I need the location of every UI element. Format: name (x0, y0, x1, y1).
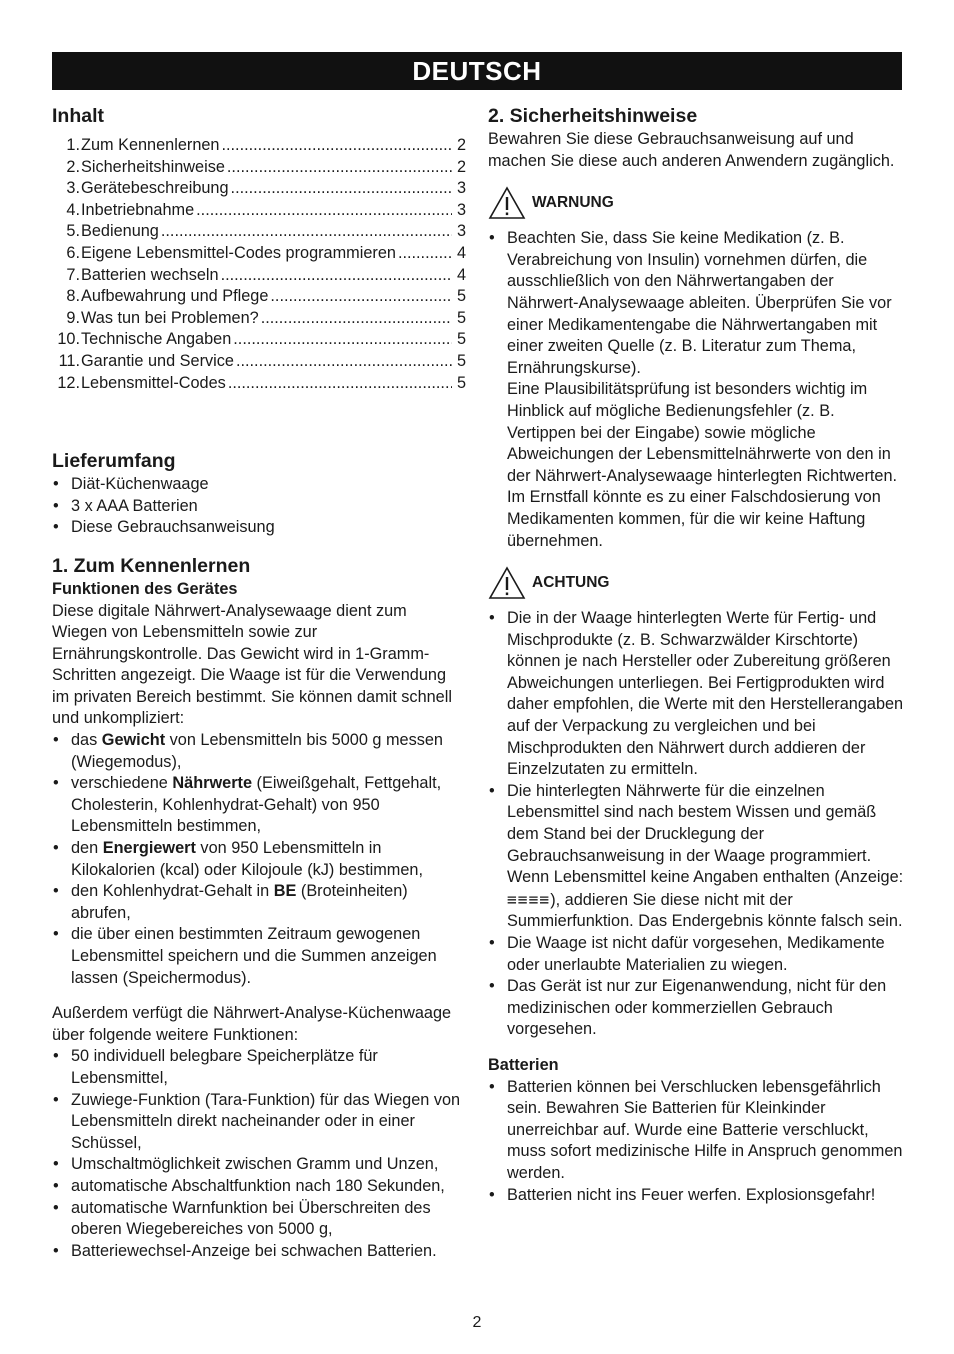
batterien-list (488, 1077, 904, 1207)
toc-heading: Inhalt (52, 105, 104, 127)
list-item: • Batterien können bei Verschlucken lebensgefährlich sein. Bewahren Sie Batterien für Kleinkinder unerreichbar auf. Wurde eine Batterie verschluckt, muss sofort medizinische Hilfe in Anspruch genommen werden. (488, 1077, 904, 1185)
list-item: • 50 individuell belegbare Speicherplätze für Lebensmittel, (52, 1046, 466, 1089)
toc-num: 1. (66, 136, 80, 154)
list-item: • Batterien nicht ins Feuer werfen. Explosionsgefahr! (488, 1185, 904, 1207)
list-item: • Beachten Sie, dass Sie keine Medikation (z. B. Verabreichung von Insulin) vornehmen dürfen, die ausschließlich von den Nährwertangaben der Nährwert-Analysewaage ableiten. Überprüfen Sie vor einer Medikamentengabe die Nährwertangaben mit einer zweiten Quelle (z. B. Literatur zum Thema, Ernährungskurse). Eine Plausibilitätsprüfung ist besonders wichtig im Hinblick auf mögliche Bedienungsfehler (z. B. Vertippen bei der Eingabe) sowie mögliche Abweichungen der Lebensmittelnährwerte von den in der Nährwert-Analysewaage hinterlegten Richtwerten. Im Ernstfall könnte es zu einer Falschdosierung von Medikamenten kommen, für die wir keine Haftung übernehmen. (488, 228, 904, 552)
toc-page: 2 (456, 157, 466, 176)
lieferumfang-list (52, 474, 466, 539)
toc-num: 3. (66, 179, 80, 198)
section1-heading: 1. Zum Kennenlernen (52, 554, 251, 577)
batterien-heading: Batterien (488, 1055, 559, 1074)
list-item: • automatische Warnfunktion bei Überschreiten des oberen Wiegebereiches von 5000 g, (52, 1198, 466, 1241)
feature-list (52, 730, 466, 989)
section1-intro: Diese digitale Nährwert-Analysewaage dient zum Wiegen von Lebensmitteln sowie zur Ernährungskontrolle. Das Gewicht wird in 1-Gramm-Schritten angezeigt. Die Waage ist für die Verwendung im privaten Bereich bestimmt. Sie können damit schnell und unkompliziert: (52, 601, 452, 728)
list-item: • Das Gerät ist nur zur Eigenanwendung, nicht für den medizinischen oder kommerziellen Gebrauch vorgesehen. (488, 976, 904, 1041)
toc-page: 2 (456, 136, 466, 154)
toc-page: 3 (456, 222, 466, 241)
toc-page: 4 (456, 243, 466, 262)
toc-num: 10. (57, 330, 80, 349)
section2-intro: Bewahren Sie diese Gebrauchsanweisung auf und machen Sie diese auch anderen Anwendern zugänglich. (488, 130, 895, 170)
list-item: • Diät-Küchenwaage (52, 474, 466, 496)
section2-heading: 2. Sicherheitshinweise (488, 105, 698, 127)
toc-page: 3 (456, 200, 466, 219)
list-item: • Die Waage ist nicht dafür vorgesehen, Medikamente oder unerlaubte Materialien zu wiegen. (488, 933, 904, 976)
toc-title: Inbetriebnahme (81, 200, 195, 219)
toc-title: Sicherheitshinweise (81, 157, 225, 176)
list-item: • 3 x AAA Batterien (52, 496, 466, 518)
toc-page: 5 (456, 373, 466, 392)
toc-page: 3 (456, 179, 466, 198)
toc-item[interactable] (52, 308, 466, 330)
list-item: • die über einen bestimmten Zeitraum gewogenen Lebensmittel speichern und die Summen anzeigen lassen (Speichermodus). (52, 924, 466, 989)
right-column (488, 103, 904, 1206)
toc-item[interactable] (52, 221, 466, 243)
toc-item[interactable] (52, 329, 466, 351)
page-number: 2 (472, 1314, 482, 1331)
toc-num: 5. (66, 222, 80, 241)
warnung-label: WARNUNG (532, 194, 614, 212)
toc-item[interactable] (52, 200, 466, 222)
achtung-label: ACHTUNG (532, 574, 610, 592)
toc-num: 11. (58, 351, 80, 370)
list-item: • Die in der Waage hinterlegten Werte für Fertig- und Mischprodukte (z. B. Schwarzwälder Kirschtorte) können je nach Hersteller oder Zubereitung größeren Abweichungen unterliegen. Bei Fertigprodukten wird daher empfohlen, die Werte mit den Herstellerangaben auf der Verpackung zu vergleichen und bei Mischprodukten den Nährwert durch addieren der Einzelzutaten zu ermitteln. (488, 608, 904, 781)
toc-title: Bedienung (81, 222, 159, 241)
achtung-block (488, 566, 904, 600)
toc-num: 9. (66, 308, 80, 327)
toc-item[interactable] (52, 265, 466, 287)
more-feature-list (52, 1046, 466, 1262)
toc-page: 5 (456, 330, 466, 349)
warning-triangle-icon (488, 566, 526, 600)
warnung-block (488, 186, 904, 220)
toc-title: Lebensmittel-Codes (81, 373, 226, 392)
toc-title: Eigene Lebensmittel-Codes programmieren (81, 243, 396, 262)
toc-num: 4. (66, 200, 80, 219)
list-item: • den Kohlenhydrat-Gehalt in BE (Broteinheiten) abrufen, (52, 881, 466, 924)
section1-more-intro: Außerdem verfügt die Nährwert-Analyse-Küchenwaage über folgende weitere Funktionen: (52, 1004, 452, 1044)
section1-subheading: Funktionen des Gerätes (52, 579, 238, 598)
list-item: • Die hinterlegten Nährwerte für die einzelnen Lebensmittel sind nach bestem Wissen und gemäß dem Stand bei der Drucklegung der Gebrauchsanweisung in der Waage programmiert. Wenn Lebensmittel keine Angaben enthalten (Anzeige: ≡≡≡≡), addieren Sie diese nicht mit der Summierfunktion. Das Endergebnis könnte falsch sein. (488, 781, 904, 933)
toc-title: Gerätebeschreibung (81, 179, 229, 198)
toc-title: Zum Kennenlernen (81, 136, 220, 154)
toc-title: Garantie und Service (81, 351, 234, 370)
toc-page: 5 (456, 287, 466, 306)
toc-item[interactable] (52, 135, 466, 157)
list-item: • Zuwiege-Funktion (Tara-Funktion) für das Wiegen von Lebensmitteln direkt nacheinander oder in einer Schüssel, (52, 1090, 466, 1155)
toc-num: 7. (66, 265, 80, 284)
toc-item[interactable] (52, 178, 466, 200)
toc-title: Batterien wechseln (81, 265, 219, 284)
table-of-contents (52, 135, 466, 394)
toc-num: 6. (66, 243, 80, 262)
toc-item[interactable] (52, 351, 466, 373)
language-banner: DEUTSCH (52, 52, 902, 90)
toc-page: 5 (456, 308, 466, 327)
list-item: • automatische Abschaltfunktion nach 180 Sekunden, (52, 1176, 466, 1198)
toc-title: Aufbewahrung und Pflege (81, 287, 269, 306)
toc-item[interactable] (52, 286, 466, 308)
toc-num: 12. (57, 373, 80, 392)
warning-triangle-icon (488, 186, 526, 220)
toc-num: 8. (66, 287, 80, 306)
empty-display-symbol: ≡≡≡≡ (507, 889, 551, 909)
list-item: • verschiedene Nährwerte (Eiweißgehalt, Fettgehalt, Cholesterin, Kohlenhydrat-Gehalt) von 950 Lebensmitteln bestimmen, (52, 773, 466, 838)
list-item: • Umschaltmöglichkeit zwischen Gramm und Unzen, (52, 1154, 466, 1176)
achtung-list (488, 608, 904, 1041)
toc-page: 4 (456, 265, 466, 284)
list-item: • Diese Gebrauchsanweisung (52, 517, 466, 539)
toc-num: 2. (66, 157, 80, 176)
toc-page: 5 (456, 351, 466, 370)
lieferumfang-heading: Lieferumfang (52, 450, 176, 473)
toc-item[interactable] (52, 157, 466, 179)
list-item: • das Gewicht von Lebensmitteln bis 5000 g messen (Wiegemodus), (52, 730, 466, 773)
list-item: • den Energiewert von 950 Lebensmitteln in Kilokalorien (kcal) oder Kilojoule (kJ) bestimmen, (52, 838, 466, 881)
warnung-list (488, 228, 904, 552)
toc-item[interactable] (52, 243, 466, 265)
toc-title: Technische Angaben (81, 330, 232, 349)
toc-item[interactable] (52, 373, 466, 395)
list-item: • Batteriewechsel-Anzeige bei schwachen Batterien. (52, 1241, 466, 1263)
left-column (52, 103, 466, 1262)
toc-title: Was tun bei Problemen? (81, 308, 259, 327)
